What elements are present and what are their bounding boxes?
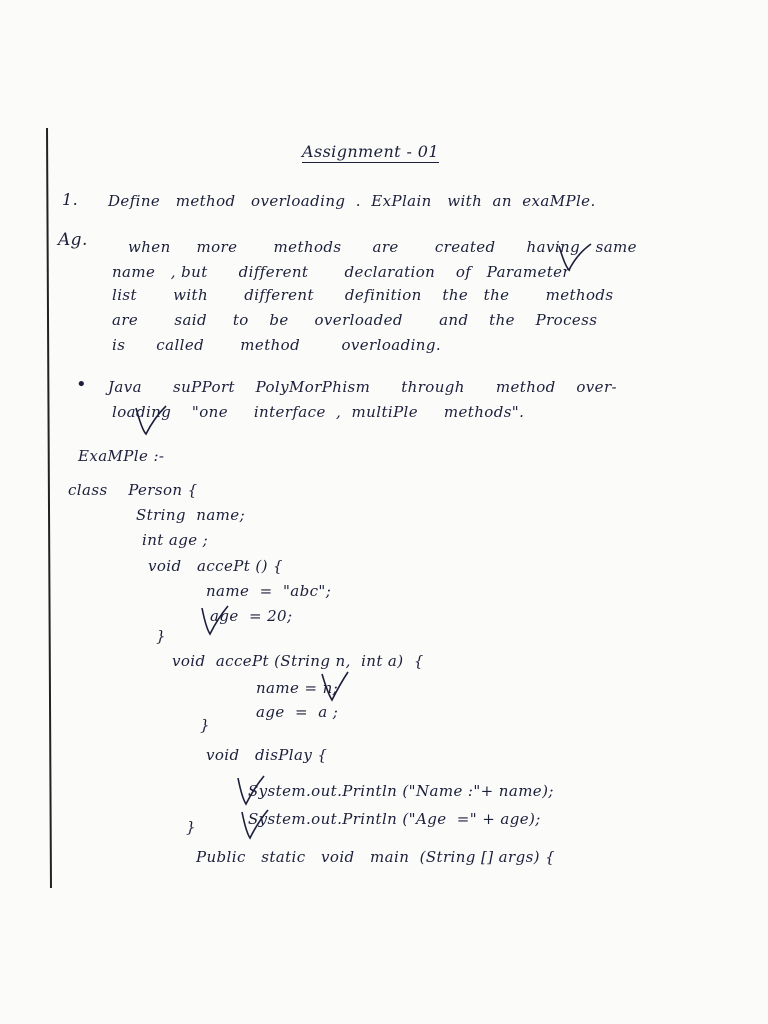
code-line-16: Public static void main (String [] args) { bbox=[196, 848, 556, 866]
code-line-1: class Person { bbox=[68, 481, 198, 499]
code-line-4: void accePt () { bbox=[148, 557, 283, 575]
tick-mark-icon bbox=[555, 240, 595, 274]
code-line-13: System.out.Println ("Name :"+ name); bbox=[248, 782, 554, 800]
answer-line-3: list with different definition the the methods bbox=[112, 286, 614, 304]
note-line-2: loading "one interface , multiPle methods". bbox=[112, 403, 525, 421]
code-line-10: age = a ; bbox=[256, 703, 339, 721]
answer-tag: Ag. bbox=[58, 230, 88, 250]
code-line-15: } bbox=[186, 818, 196, 836]
margin-line bbox=[46, 128, 52, 888]
question-text: Define method overloading . ExPlain with an exaMPle. bbox=[108, 192, 596, 210]
answer-line-1: when more methods are created having same bbox=[128, 238, 637, 256]
tick-mark-icon bbox=[130, 400, 170, 440]
code-line-8: void accePt (String n, int a) { bbox=[172, 652, 424, 670]
code-line-3: int age ; bbox=[142, 531, 209, 549]
note-line-1: Java suPPort PolyMorPhism through method over- bbox=[108, 378, 617, 396]
code-line-12: void disPlay { bbox=[206, 746, 328, 764]
answer-line-5: is called method overloading. bbox=[112, 336, 442, 354]
code-line-2: String name; bbox=[136, 506, 246, 524]
page-title: Assignment - 01 bbox=[302, 142, 439, 161]
example-label: ExaMPle :- bbox=[78, 447, 165, 465]
code-line-14: System.out.Println ("Age =" + age); bbox=[248, 810, 541, 828]
question-number: 1. bbox=[62, 190, 79, 209]
answer-line-2: name , but different declaration of Parameter bbox=[112, 263, 570, 281]
tick-mark-icon bbox=[236, 804, 272, 844]
tick-mark-icon bbox=[318, 668, 352, 704]
code-line-7: } bbox=[156, 627, 166, 645]
code-line-5: name = "abc"; bbox=[206, 582, 332, 600]
bullet-dot: • bbox=[76, 374, 88, 395]
code-line-9: name = n; bbox=[256, 679, 339, 697]
tick-mark-icon bbox=[196, 600, 232, 640]
code-line-11: } bbox=[200, 716, 210, 734]
code-line-6: age = 20; bbox=[210, 607, 293, 625]
answer-line-4: are said to be overloaded and the Process bbox=[112, 311, 598, 329]
